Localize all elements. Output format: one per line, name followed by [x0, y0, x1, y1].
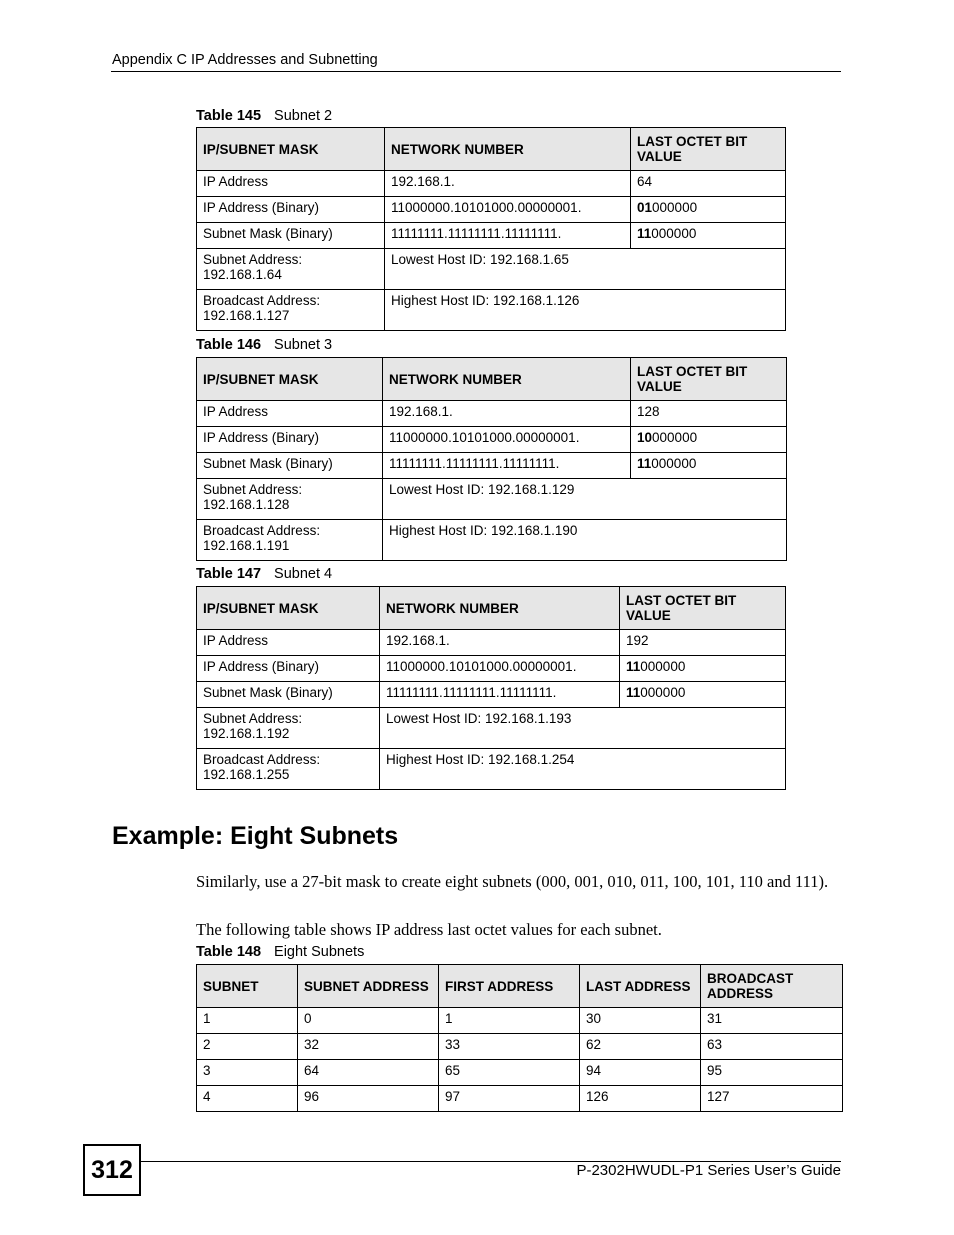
cell-line: 192.168.1.192: [203, 726, 290, 741]
table-cell: Lowest Host ID: 192.168.1.129: [383, 479, 787, 520]
table-cell: 11111111.11111111.11111111.: [385, 223, 631, 249]
table-cell: [197, 708, 380, 749]
column-header: SUBNET: [197, 965, 298, 1008]
cell-line: Subnet Address:: [203, 482, 303, 497]
table-cell: 64: [298, 1060, 439, 1086]
table-cell: 96: [298, 1086, 439, 1112]
network-bits: 01: [637, 200, 653, 215]
table-cell: IP Address: [197, 171, 385, 197]
cell-line: 192.168.1.255: [203, 767, 290, 782]
table-cell: 11111111.11111111.11111111.: [380, 682, 620, 708]
table-cell: [631, 223, 786, 249]
host-bits: 000000: [651, 226, 697, 241]
table-cell: IP Address (Binary): [197, 656, 380, 682]
table-header-row: [197, 587, 786, 630]
column-header: IP/SUBNET MASK: [197, 587, 380, 630]
table-title: Subnet 2: [274, 108, 333, 124]
table-cell: Subnet Mask (Binary): [197, 453, 383, 479]
table-row: [197, 249, 786, 290]
table-cell: 11000000.10101000.00000001.: [385, 197, 631, 223]
table-145: [196, 127, 786, 331]
cell-line: Subnet Address:: [203, 252, 303, 267]
table-cell: 33: [439, 1034, 580, 1060]
column-header: LAST ADDRESS: [580, 965, 701, 1008]
table-number: Table 146: [196, 337, 262, 353]
table-cell: 3: [197, 1060, 298, 1086]
table-row: [197, 749, 786, 790]
table-cell: IP Address (Binary): [197, 427, 383, 453]
table-cell: [197, 290, 385, 331]
table-cell: [620, 656, 786, 682]
table-cell: 94: [580, 1060, 701, 1086]
cell-line: 192.168.1.128: [203, 497, 290, 512]
table-row: [197, 682, 786, 708]
column-header: LAST OCTET BIT VALUE: [631, 128, 786, 171]
table-cell: [631, 453, 787, 479]
table-row: [197, 708, 786, 749]
table-147: [196, 586, 786, 790]
column-header: LAST OCTET BIT VALUE: [631, 358, 787, 401]
network-bits: 11: [626, 685, 641, 700]
table-cell: [197, 249, 385, 290]
table-cell: [620, 682, 786, 708]
table-cell: 128: [631, 401, 787, 427]
section-heading: Example: Eight Subnets: [112, 822, 399, 850]
guide-title: P-2302HWUDL-P1 Series User’s Guide: [576, 1162, 841, 1179]
table-cell: Subnet Mask (Binary): [197, 682, 380, 708]
table-header-row: [197, 128, 786, 171]
table-146: [196, 357, 787, 561]
running-header: Appendix C IP Addresses and Subnetting: [112, 52, 378, 68]
table-title: Subnet 4: [274, 566, 333, 582]
table-cell: 126: [580, 1086, 701, 1112]
table-row: [197, 1008, 843, 1034]
table-row: [197, 171, 786, 197]
host-bits: 000000: [652, 430, 698, 445]
host-bits: 000000: [640, 659, 686, 674]
column-header: NETWORK NUMBER: [385, 128, 631, 171]
table-title: Subnet 3: [274, 337, 333, 353]
table-cell: [197, 479, 383, 520]
cell-line: 192.168.1.64: [203, 267, 282, 282]
table-cell: Highest Host ID: 192.168.1.126: [385, 290, 786, 331]
table-cell: [197, 520, 383, 561]
column-header: LAST OCTET BIT VALUE: [620, 587, 786, 630]
table-row: [197, 656, 786, 682]
table-148-caption: [196, 944, 364, 960]
table-row: [197, 630, 786, 656]
table-cell: 0: [298, 1008, 439, 1034]
table-cell: IP Address: [197, 401, 383, 427]
table-cell: Highest Host ID: 192.168.1.190: [383, 520, 787, 561]
table-cell: 11000000.10101000.00000001.: [383, 427, 631, 453]
table-row: [197, 453, 787, 479]
paragraph: The following table shows IP address last octet values for each subnet.: [196, 920, 662, 939]
table-cell: 1: [197, 1008, 298, 1034]
paragraph: Similarly, use a 27-bit mask to create eight subnets (000, 001, 010, 011, 100, 101, 110 and 111).: [196, 872, 829, 891]
table-number: Table 147: [196, 566, 262, 582]
table-row: [197, 1086, 843, 1112]
column-header: BROADCAST ADDRESS: [701, 965, 843, 1008]
table-row: [197, 479, 787, 520]
table-cell: [631, 427, 787, 453]
host-bits: 000000: [640, 685, 686, 700]
table-row: [197, 520, 787, 561]
table-cell: 65: [439, 1060, 580, 1086]
host-bits: 000000: [651, 456, 697, 471]
table-row: [197, 427, 787, 453]
table-cell: 30: [580, 1008, 701, 1034]
column-header: IP/SUBNET MASK: [197, 358, 383, 401]
table-cell: Highest Host ID: 192.168.1.254: [380, 749, 786, 790]
table-cell: 63: [701, 1034, 843, 1060]
table-cell: 11111111.11111111.11111111.: [383, 453, 631, 479]
table-cell: 192: [620, 630, 786, 656]
table-row: [197, 401, 787, 427]
table-row: [197, 223, 786, 249]
table-cell: 1: [439, 1008, 580, 1034]
table-cell: 95: [701, 1060, 843, 1086]
table-148: [196, 964, 843, 1112]
table-cell: 62: [580, 1034, 701, 1060]
table-cell: IP Address (Binary): [197, 197, 385, 223]
column-header: NETWORK NUMBER: [383, 358, 631, 401]
header-rule: [111, 71, 841, 72]
cell-line: Broadcast Address:: [203, 293, 321, 308]
table-title: Eight Subnets: [274, 944, 365, 960]
table-cell: 2: [197, 1034, 298, 1060]
column-header: FIRST ADDRESS: [439, 965, 580, 1008]
column-header: IP/SUBNET MASK: [197, 128, 385, 171]
network-bits: 11: [637, 456, 652, 471]
column-header: SUBNET ADDRESS: [298, 965, 439, 1008]
table-cell: 4: [197, 1086, 298, 1112]
table-147-caption: [196, 566, 332, 582]
network-bits: 11: [637, 226, 652, 241]
table-146-caption: [196, 337, 332, 353]
table-row: [197, 1034, 843, 1060]
table-cell: 127: [701, 1086, 843, 1112]
network-bits: 10: [637, 430, 653, 445]
table-row: [197, 290, 786, 331]
table-cell: 32: [298, 1034, 439, 1060]
table-cell: 192.168.1.: [380, 630, 620, 656]
table-cell: [631, 197, 786, 223]
table-cell: 64: [631, 171, 786, 197]
cell-line: 192.168.1.191: [203, 538, 290, 553]
table-header-row: [197, 965, 843, 1008]
cell-line: Broadcast Address:: [203, 523, 321, 538]
table-row: [197, 197, 786, 223]
table-cell: 192.168.1.: [385, 171, 631, 197]
table-145-caption: [196, 108, 332, 124]
table-number: Table 145: [196, 108, 262, 124]
table-cell: IP Address: [197, 630, 380, 656]
cell-line: 192.168.1.127: [203, 308, 290, 323]
host-bits: 000000: [652, 200, 698, 215]
table-cell: 11000000.10101000.00000001.: [380, 656, 620, 682]
page-number: 312: [83, 1144, 141, 1196]
table-row: [197, 1060, 843, 1086]
cell-line: Broadcast Address:: [203, 752, 321, 767]
table-cell: Lowest Host ID: 192.168.1.65: [385, 249, 786, 290]
table-cell: [197, 749, 380, 790]
table-cell: 31: [701, 1008, 843, 1034]
table-cell: Lowest Host ID: 192.168.1.193: [380, 708, 786, 749]
cell-line: Subnet Address:: [203, 711, 303, 726]
table-number: Table 148: [196, 944, 262, 960]
table-cell: 97: [439, 1086, 580, 1112]
table-cell: Subnet Mask (Binary): [197, 223, 385, 249]
network-bits: 11: [626, 659, 641, 674]
table-cell: 192.168.1.: [383, 401, 631, 427]
column-header: NETWORK NUMBER: [380, 587, 620, 630]
table-header-row: [197, 358, 787, 401]
